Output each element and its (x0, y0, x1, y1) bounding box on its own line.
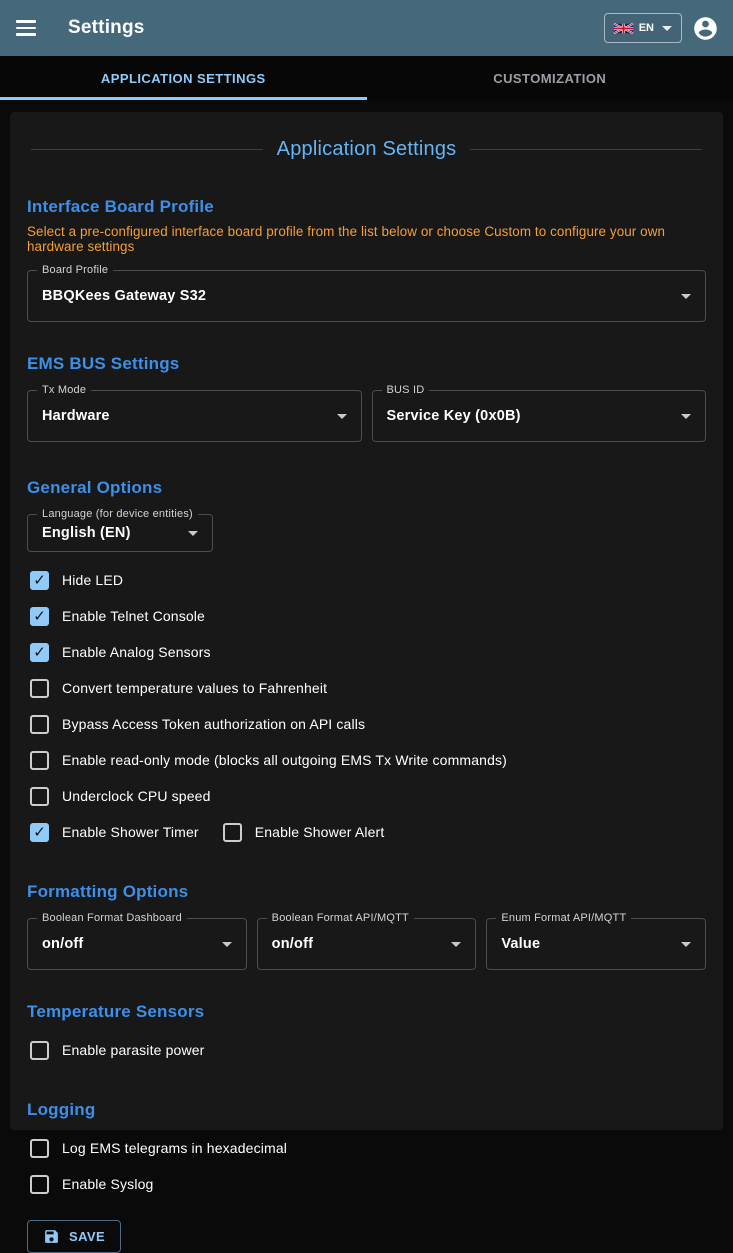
chevron-down-icon (188, 531, 198, 536)
section-heading-formatting-options: Formatting Options (27, 882, 706, 902)
checkbox-label: Enable Shower Timer (62, 824, 199, 840)
tx-mode-select[interactable] (27, 390, 362, 442)
language-selector[interactable] (604, 13, 682, 43)
tab-application-settings[interactable]: APPLICATION SETTINGS (0, 56, 367, 100)
enum-format-api-label: Enum Format API/MQTT (496, 912, 631, 924)
checkbox-label: Enable parasite power (62, 1042, 204, 1058)
underclock-cpu-checkbox[interactable] (30, 787, 49, 806)
page-header-title: Settings (68, 17, 145, 39)
chevron-down-icon (681, 414, 691, 419)
account-circle-icon[interactable] (692, 15, 719, 42)
uk-flag-icon (614, 23, 633, 34)
boolean-format-dashboard-select[interactable] (27, 918, 247, 970)
tx-mode-value: Hardware (42, 408, 110, 424)
language-entities-select[interactable] (27, 514, 213, 552)
hide-led-checkbox[interactable]: ✓ (30, 571, 49, 590)
language-entities-label: Language (for device entities) (37, 508, 198, 520)
checkbox-label: Underclock CPU speed (62, 788, 211, 804)
checkbox-row-telnet (30, 598, 706, 634)
section-heading-interface-board-profile: Interface Board Profile (27, 197, 706, 217)
active-tab-indicator (0, 97, 367, 100)
checkbox-row-hex-telegrams (30, 1130, 706, 1166)
section-heading-ems-bus-settings: EMS BUS Settings (27, 354, 706, 374)
language-code: EN (639, 22, 654, 34)
syslog-checkbox[interactable] (30, 1175, 49, 1194)
hex-telegrams-checkbox[interactable] (30, 1139, 49, 1158)
board-profile-select[interactable] (27, 270, 706, 322)
enum-format-api-value: Value (501, 936, 540, 952)
shower-timer-checkbox[interactable]: ✓ (30, 823, 49, 842)
checkbox-label: Enable Shower Alert (255, 824, 385, 840)
checkbox-label: Convert temperature values to Fahrenheit (62, 680, 327, 696)
enable-telnet-checkbox[interactable]: ✓ (30, 607, 49, 626)
checkbox-row-syslog (30, 1166, 706, 1202)
tx-mode-label: Tx Mode (37, 384, 91, 396)
boolean-format-dashboard-label: Boolean Format Dashboard (37, 912, 187, 924)
chevron-down-icon (681, 294, 691, 299)
settings-tabs (0, 56, 733, 100)
checkbox-row-hide-led (30, 562, 706, 598)
chevron-down-icon (222, 942, 232, 947)
section-heading-temperature-sensors: Temperature Sensors (27, 1002, 706, 1022)
boolean-format-api-value: on/off (272, 936, 313, 952)
shower-alert-checkbox[interactable] (223, 823, 242, 842)
chevron-down-icon (451, 942, 461, 947)
bus-id-label: BUS ID (382, 384, 430, 396)
menu-icon[interactable] (16, 16, 40, 40)
checkbox-row-readonly-mode (30, 742, 706, 778)
fahrenheit-checkbox[interactable] (30, 679, 49, 698)
app-header (0, 0, 733, 56)
checkbox-label: Enable Syslog (62, 1176, 153, 1192)
section-heading-logging: Logging (27, 1100, 706, 1120)
checkbox-row-shower (30, 814, 706, 850)
section-heading-general-options: General Options (27, 478, 706, 498)
save-button[interactable] (27, 1220, 121, 1253)
chevron-down-icon (337, 414, 347, 419)
enable-analog-sensors-checkbox[interactable]: ✓ (30, 643, 49, 662)
boolean-format-api-label: Boolean Format API/MQTT (267, 912, 414, 924)
application-settings-panel (10, 112, 723, 1130)
checkbox-row-bypass-token (30, 706, 706, 742)
divider-line (31, 149, 263, 150)
bus-id-select[interactable] (372, 390, 707, 442)
page-title-row (31, 138, 702, 161)
tab-customization[interactable]: CUSTOMIZATION (367, 56, 733, 100)
chevron-down-icon (681, 942, 691, 947)
checkbox-label: Log EMS telegrams in hexadecimal (62, 1140, 287, 1156)
bypass-token-checkbox[interactable] (30, 715, 49, 734)
readonly-mode-checkbox[interactable] (30, 751, 49, 770)
bus-id-value: Service Key (0x0B) (387, 408, 521, 424)
checkbox-row-fahrenheit (30, 670, 706, 706)
chevron-down-icon (662, 26, 672, 31)
parasite-power-checkbox[interactable] (30, 1041, 49, 1060)
checkbox-label: Enable read-only mode (blocks all outgoing EMS Tx Write commands) (62, 752, 507, 768)
board-profile-label: Board Profile (37, 264, 113, 276)
language-entities-value: English (EN) (42, 525, 131, 541)
checkbox-row-parasite-power (30, 1032, 706, 1068)
boolean-format-dashboard-value: on/off (42, 936, 83, 952)
checkbox-label: Hide LED (62, 572, 123, 588)
boolean-format-api-select[interactable] (257, 918, 477, 970)
board-profile-helper-text: Select a pre-configured interface board profile from the list below or choose Custom to configure your own hardware settings (27, 224, 706, 254)
checkbox-label: Enable Analog Sensors (62, 644, 211, 660)
save-icon (43, 1228, 60, 1245)
checkbox-row-underclock-cpu (30, 778, 706, 814)
enum-format-api-select[interactable] (486, 918, 706, 970)
divider-line (470, 149, 702, 150)
board-profile-value: BBQKees Gateway S32 (42, 288, 206, 304)
save-button-label: SAVE (69, 1229, 105, 1244)
checkbox-label: Bypass Access Token authorization on API calls (62, 716, 365, 732)
checkbox-row-analog-sensors (30, 634, 706, 670)
checkbox-label: Enable Telnet Console (62, 608, 205, 624)
page-title: Application Settings (277, 138, 457, 161)
